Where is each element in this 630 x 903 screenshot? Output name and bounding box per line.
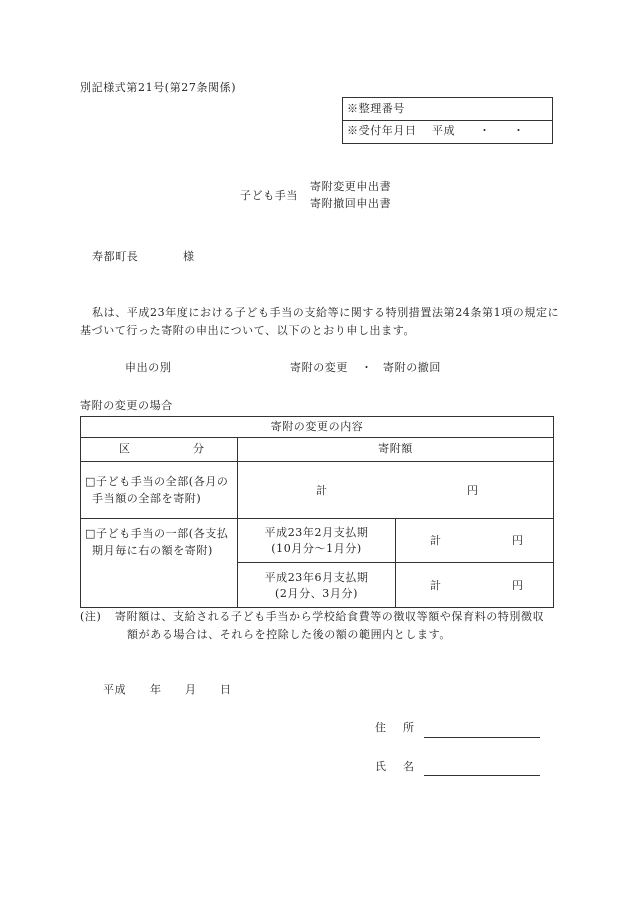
amount-feb-total-label: 計	[430, 534, 442, 547]
amount-jun-box[interactable]	[396, 563, 553, 607]
option-all-box	[81, 462, 237, 518]
option-all-label-1: 子ども手当の全部(各月の	[96, 475, 229, 488]
period-feb-months: (10月分～1月分)	[271, 542, 362, 555]
option-partial-line-1	[85, 527, 229, 541]
received-date-era: 平成	[432, 124, 456, 137]
checkbox-partial[interactable]: □	[85, 527, 96, 540]
checkbox-all[interactable]: □	[85, 475, 96, 488]
table-row	[81, 519, 554, 563]
date-day-label: 日	[220, 683, 232, 696]
reference-number-label: ※整理番号	[347, 102, 405, 115]
option-partial-label-2: 期月毎に右の額を寄附)	[92, 544, 213, 557]
reference-number-row	[343, 98, 552, 121]
table-caption-cell	[81, 417, 554, 438]
received-date-row	[343, 120, 552, 143]
amount-feb-yen-label: 円	[512, 534, 524, 547]
received-date-label: ※受付年月日	[347, 124, 417, 137]
period-feb-name: 平成23年2月支払期	[264, 526, 369, 539]
amount-all-total-label: 計	[316, 484, 328, 497]
form-number: 別記様式第21号(第27条関係)	[80, 81, 237, 94]
period-jun-cell	[238, 563, 396, 608]
header-division-char-2: 分	[193, 442, 205, 455]
address-label: 住 所	[375, 721, 417, 734]
header-division-cell	[81, 438, 238, 462]
amount-feb-cell[interactable]	[396, 519, 554, 563]
table-header-row	[81, 438, 554, 462]
form-title-change: 寄附変更申出書	[310, 180, 392, 193]
amount-all-cell[interactable]	[238, 462, 554, 519]
office-use-box	[342, 97, 553, 144]
header-division-box	[81, 438, 237, 461]
statement-line-2: 基づいて行った寄附の申出について、以下のとおり申し出ます。	[80, 324, 416, 337]
date-year-label: 年	[150, 683, 162, 696]
received-date-separator-1: ・	[479, 124, 491, 137]
amount-jun-total-label: 計	[430, 579, 442, 592]
name-input-line[interactable]	[424, 775, 540, 776]
donation-change-table	[80, 416, 554, 608]
option-partial-cell	[81, 519, 238, 608]
header-amount-cell	[238, 438, 554, 462]
received-date-separator-2: ・	[513, 124, 525, 137]
option-all-cell	[81, 462, 238, 519]
amount-all-box[interactable]	[238, 462, 553, 518]
note-marker: (注)	[80, 610, 102, 623]
request-option-withdraw[interactable]: 寄附の撤回	[383, 361, 441, 374]
note-line-1: 寄附額は、支給される子ども手当から学校給食費等の徴収等額や保育料の特別徴収	[115, 610, 545, 623]
period-jun-months: (2月分、3月分)	[275, 587, 358, 600]
header-amount-box	[238, 438, 553, 461]
table-caption: 寄附の変更の内容	[270, 420, 364, 433]
period-feb-box	[238, 519, 395, 562]
period-jun-box	[238, 563, 395, 607]
address-input-line[interactable]	[424, 737, 540, 738]
amount-jun-cell[interactable]	[396, 563, 554, 608]
addressee-honorific: 様	[183, 250, 195, 263]
period-jun-name: 平成23年6月支払期	[264, 571, 369, 584]
table-row	[81, 462, 554, 519]
addressee-name: 寿都町長	[92, 250, 139, 263]
amount-jun-yen-label: 円	[512, 579, 524, 592]
form-title-withdraw: 寄附撤回申出書	[310, 197, 392, 210]
request-option-change[interactable]: 寄附の変更	[290, 361, 348, 374]
option-all-line-1	[85, 475, 229, 489]
option-partial-label-1: 子ども手当の一部(各支払	[96, 527, 229, 540]
date-era: 平成	[103, 683, 127, 696]
note-line-2: 額がある場合は、それらを控除した後の額の範囲内とします。	[127, 628, 451, 641]
statement-line-1: 私は、平成23年度における子ども手当の支給等に関する特別措置法第24条第1項の規定に	[92, 306, 560, 319]
request-option-separator: ・	[361, 361, 373, 374]
header-division-char-1: 区	[119, 442, 131, 455]
change-section-heading: 寄附の変更の場合	[80, 399, 173, 412]
table-caption-box	[81, 417, 553, 437]
amount-feb-box[interactable]	[396, 519, 553, 562]
name-label: 氏 名	[375, 760, 417, 773]
option-all-label-2: 手当額の全部を寄附)	[92, 492, 202, 505]
date-month-label: 月	[185, 683, 197, 696]
table-caption-row	[81, 417, 554, 438]
amount-all-yen-label: 円	[467, 484, 479, 497]
form-title-prefix: 子ども手当	[240, 189, 298, 202]
header-amount: 寄附額	[378, 442, 413, 455]
period-feb-cell	[238, 519, 396, 563]
request-type-label: 申出の別	[125, 361, 172, 374]
option-partial-box	[81, 519, 237, 607]
